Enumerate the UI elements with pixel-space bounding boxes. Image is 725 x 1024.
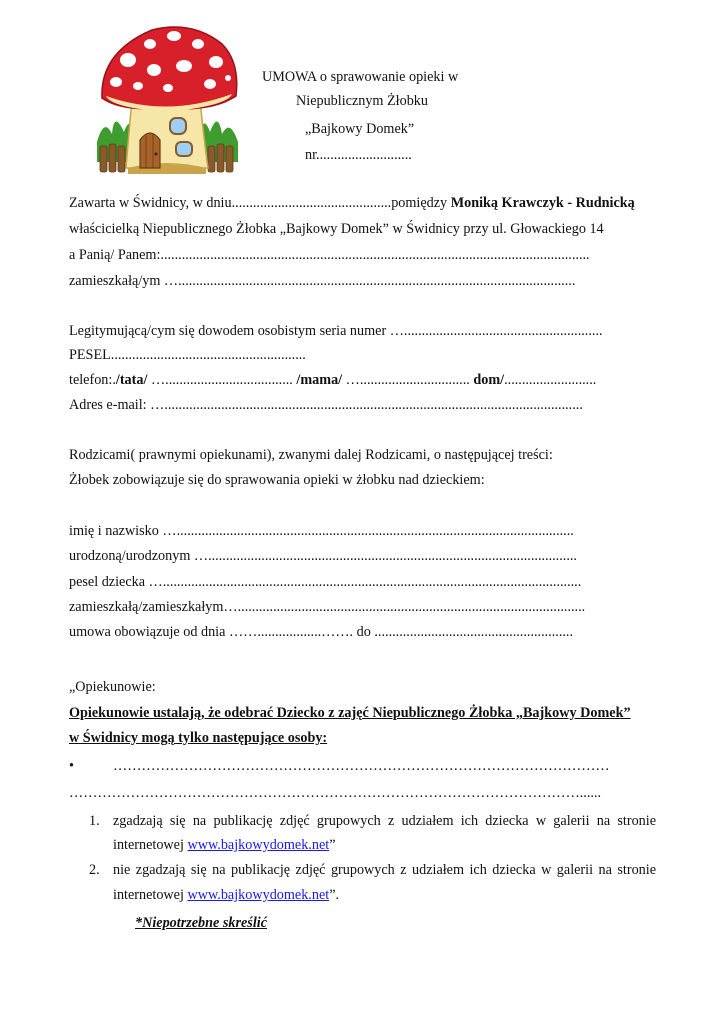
contract-term-field: umowa obowiązuje od dnia ……..................……. do ........................................................ [69,624,574,640]
owner-name: Moniką Krawczyk - Rudnicką [450,195,635,211]
email-field: Adres e-mail: …...................................................................................................................... [69,397,583,413]
website-link-2[interactable]: www.bajkowydomek.net [187,887,330,903]
phone-dom-label: dom/ [473,372,505,388]
parent-name-field: a Panią/ Panem:......................................................................................................................... [69,247,590,263]
bullet-icon: • [69,758,74,774]
parents-clause: Rodzicami( prawnymi opiekunami), zwanymi dalej Rodzicami, o następującej treści: [69,447,553,463]
phone-tata-dots: ….................................... [147,372,297,388]
nursery-name: „Bajkowy Domek” [305,121,415,137]
mushroom-house-logo [92,22,242,178]
consent-item-2-number: 2. [89,862,100,878]
pickup-rule-line-2: w Świdnicy mogą tylko następujące osoby: [69,730,328,746]
nursery-type: Niepublicznym Żłobku [296,93,428,109]
intro-line-1 [69,194,635,212]
phone-field [69,371,596,389]
phone-label: telefon:. [69,372,116,388]
parent-pesel-field: PESEL....................................................... [69,347,306,363]
contract-title: UMOWA o sprawowanie opieki w [262,69,459,85]
consent-item-1-text: zgadzają się na publikację zdjęć grupowych z udziałem ich dziecka w galerii na stronie [113,813,656,829]
child-address-field: zamieszkałą/zamieszkałym….................................................................................................. [69,599,586,615]
contract-number: nr........................... [305,147,412,163]
phone-tata-label: /tata/ [115,372,148,388]
consent-item-1-link-line [113,836,336,854]
phone-dom-dots: .......................... [504,372,597,388]
footnote-cross-out: *Niepotrzebne skreślić [135,915,268,931]
intro-line-2: właścicielką Niepublicznego Żłobka „Bajkowy Domek” w Świdnicy przy ul. Głowackiego 14 [69,221,604,237]
website-link-1[interactable]: www.bajkowydomek.net [187,837,330,853]
pickup-person-dots: …………………………………………………………………………………………… [113,758,610,774]
child-birth-field: urodzoną/urodzonym …........................................................................................................ [69,548,577,564]
pickup-person-dots-cont: ………………………………………………………………………………………………...... [69,785,602,801]
pickup-rule-line-1: Opiekunowie ustalają, że odebrać Dziecko z zajęć Niepublicznego Żłobka „Bajkowy Domek” [69,705,631,721]
consent-item-2-link-line [113,886,339,904]
consent-item-2-prefix: internetowej [113,887,188,903]
consent-item-2-text: nie zgadzają się na publikację zdjęć grupowych z udziałem ich dziecka w galerii na stronie [113,862,656,878]
phone-mama-dots: …............................... [342,372,474,388]
consent-item-1-suffix: ” [329,837,336,853]
consent-item-1-prefix: internetowej [113,837,188,853]
parent-address-field: zamieszkałą/ym …................................................................................................................ [69,273,576,289]
phone-mama-label: /mama/ [296,372,343,388]
consent-item-2-suffix: ”. [329,887,340,903]
intro-date-text: Zawarta w Świdnicy, w dniu.............................................pomiędzy [69,195,451,211]
child-pesel-field: pesel dziecka …...................................................................................................................... [69,574,582,590]
id-card-field: Legitymującą/cym się dowodem osobistym seria numer …........................................................ [69,323,603,339]
child-name-field: imię i nazwisko …................................................................................................................ [69,523,574,539]
nursery-obligation: Żłobek zobowiązuje się do sprawowania opieki w żłobku nad dzieckiem: [69,472,485,488]
guardians-heading: „Opiekunowie: [69,679,156,695]
consent-item-1-number: 1. [89,813,100,829]
